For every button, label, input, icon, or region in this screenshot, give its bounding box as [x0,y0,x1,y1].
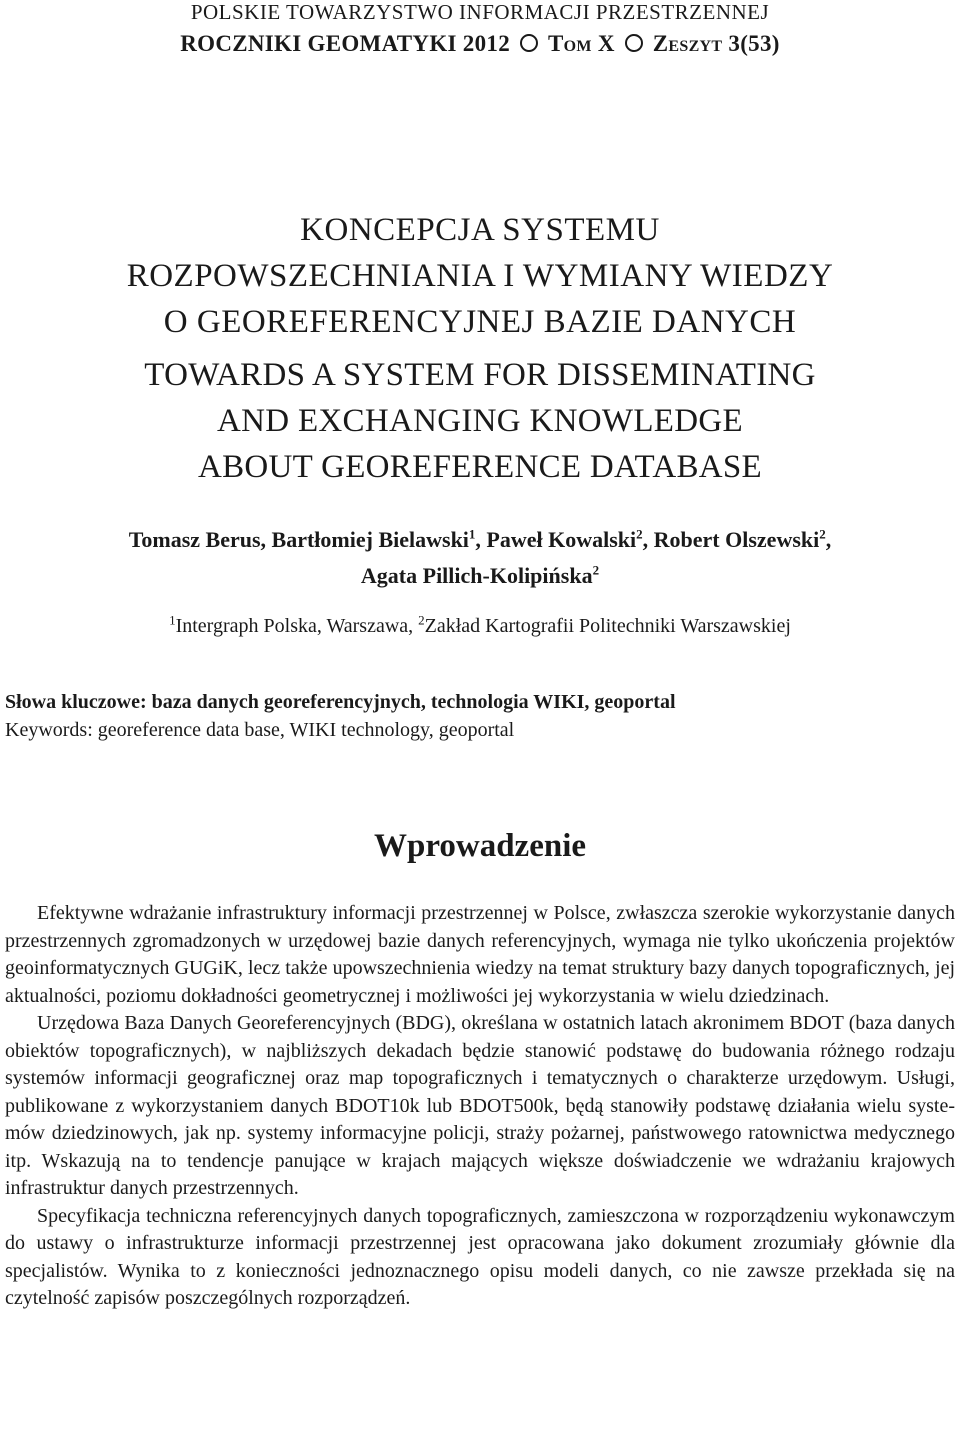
affiliations [0,612,960,638]
journal-issue: Zeszyt 3(53) [652,31,780,56]
title-english [0,352,960,490]
author-name: Tomasz Berus, [128,527,272,552]
author-line [0,522,960,558]
author-name: , Paweł Kowalski [475,527,637,552]
section-title: Wprowadzenie [373,828,587,864]
journal-header [0,31,960,57]
affiliation-marker: 2 [592,562,600,578]
title-pl-line: O GEOREFERENCYJNEJ BAZIE DANYCH [163,304,797,340]
author-separator: , [825,527,832,552]
journal-volume: Tom X [548,31,615,56]
paragraph: Urzędowa Baza Danych Georeferencyjnych (BDG), określana w ostatnich latach akronimem BDOT (baza danych obiektów topograficznych), w najbliższych dekadach będzie stanowić podstawę do budowania różnego rodzaju systemów informacji geograficznej oraz map topograficznych i tematycznych o charakterze urzędowym. Usługi, publikowane z wykorzystaniem danych BDOT10k lub BDOT500k, będą stanowiły podstawę działania wielu systemów dziedzinowych, jak np. systemy informacyjne policji, straży pożarnej, państwowego ratownictwa medycznego itp. Wskazują na to tendencje panujące w krajach mających większe doświadczenie we wdrażaniu krajowych infrastruktur danych przestrzennych. [5,1012,955,1199]
title-en-line: TOWARDS A SYSTEM FOR DISSEMINATING [144,357,816,393]
title-en-line: ABOUT GEOREFERENCE DATABASE [197,449,763,485]
title-en-line: AND EXCHANGING KNOWLEDGE [217,403,743,439]
affiliation-text: Intergraph Polska, Warszawa, [175,615,419,637]
affiliation-marker: 2 [418,612,425,628]
affiliation-marker: 2 [636,526,643,542]
keywords-english: Keywords: georeference data base, WIKI technology, geoportal [5,719,515,741]
affiliation-text: Zakład Kartografii Politechniki Warszawskiej [424,615,791,637]
bullet-icon [520,34,538,52]
author-name: Agata Pillich-Kolipińska [360,563,593,588]
author-line [0,558,960,594]
affiliation-marker: 1 [468,526,476,542]
author-name: , Robert Olszewski [642,527,820,552]
paragraph: Efektywne wdrażanie infrastruktury informacji przestrzennej w Polsce, zwłaszcza szerokie wykorzystanie danych przestrzennych zgromadzonych w urzędowej bazie danych referencyjnych, wymaga nie tylko ukończenia projektów geoinformatycznych GUGiK, lecz także upowszechnienia wiedzy na temat struktury bazy danych topograficznych, jej aktualności, poziomu dokładności geometrycznej i możliwości jej wykorzystania w wielu dziedzinach. [5,902,955,1007]
affiliation-marker: 2 [819,526,826,542]
body-text [5,900,955,1313]
journal-name: ROCZNIKI GEOMATYKI 2012 [180,31,511,56]
title-pl-line: KONCEPCJA SYSTEMU [300,212,660,248]
bullet-icon [625,34,643,52]
paragraph: Specyfikacja techniczna referencyjnych danych topograficznych, zamieszczona w rozporządzeniu wykonawczym do ustawy o infrastrukturze informacji przestrzennej jest opracowana jako dokument zrozumiały głównie dla specjalistów. Wynika to z konieczności jednoznacznego opisu modeli danych, co nie zawsze przekłada się na czytelność zapisów poszczególnych rozporządzeń. [5,1204,955,1309]
society-name: POLSKIE TOWARZYSTWO INFORMACJI PRZESTRZENNEJ [190,0,770,24]
title-polish [0,207,960,345]
title-pl-line: ROZPOWSZECHNIANIA I WYMIANY WIEDZY [126,258,834,294]
author-list [0,522,960,594]
affiliation-marker: 1 [169,612,176,628]
keywords-polish: Słowa kluczowe: baza danych georeferencyjnych, technologia WIKI, geoportal [5,691,676,713]
author-name: Bartłomiej Bielawski [271,527,469,552]
